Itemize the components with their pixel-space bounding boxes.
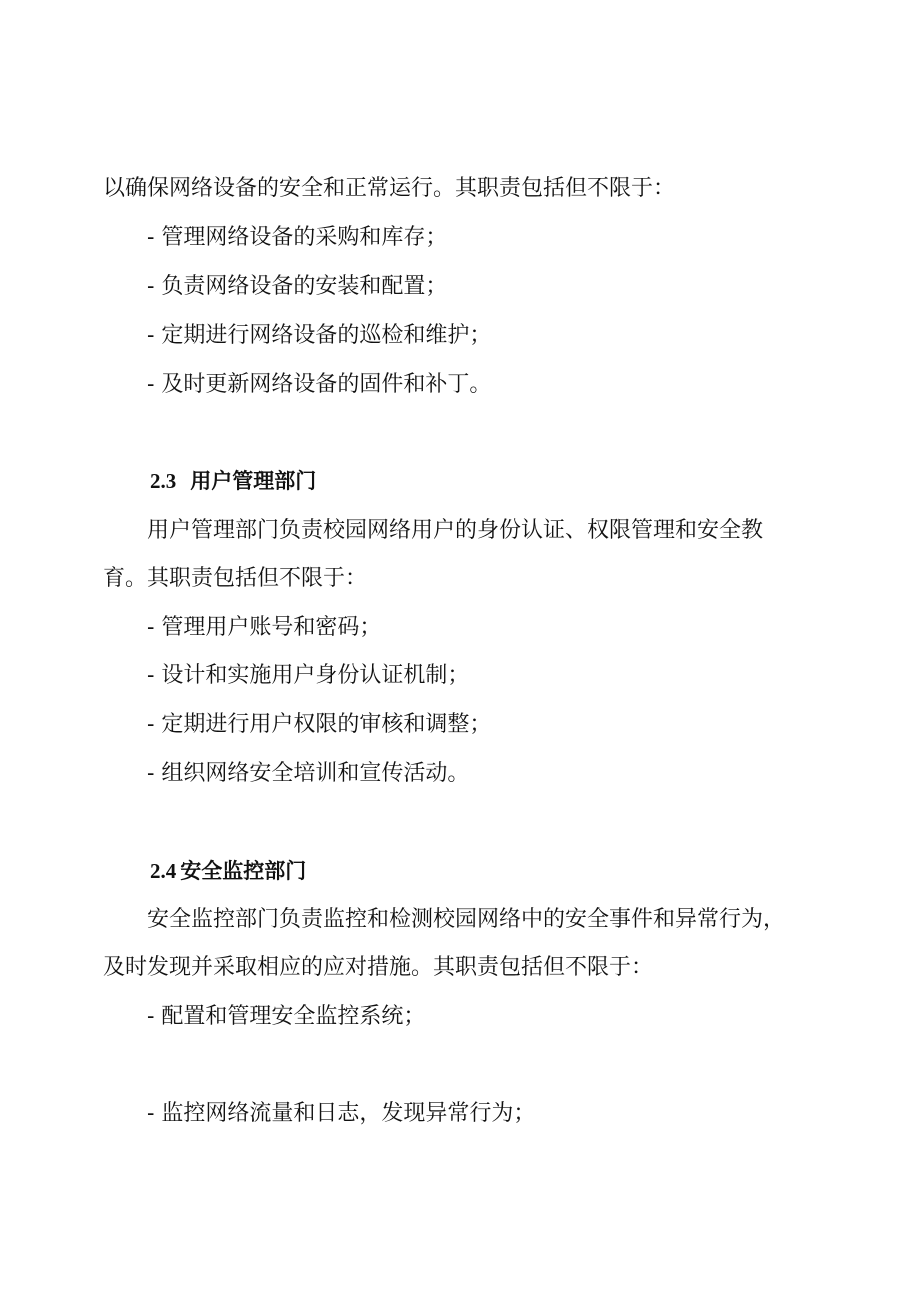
list-item: - 监控网络流量和日志，发现异常行为； xyxy=(147,1101,536,1126)
paragraph-line: 用户管理部门负责校园网络用户的身份认证、权限管理和安全教 xyxy=(147,518,764,543)
paragraph-line: 育。其职责包括但不限于： xyxy=(103,566,368,591)
list-item: - 定期进行网络设备的巡检和维护； xyxy=(147,323,492,348)
paragraph-line: 以确保网络设备的安全和正常运行。其职责包括但不限于： xyxy=(103,176,676,201)
section-heading xyxy=(150,466,316,496)
list-item: - 配置和管理安全监控系统； xyxy=(147,1004,426,1029)
list-item: - 设计和实施用户身份认证机制； xyxy=(147,663,470,688)
section-title: 用户管理部门 xyxy=(190,469,317,493)
section-heading xyxy=(150,856,306,886)
list-item: - 负责网络设备的安装和配置； xyxy=(147,274,448,299)
list-item: - 及时更新网络设备的固件和补丁。 xyxy=(147,372,492,397)
list-item: - 管理网络设备的采购和库存； xyxy=(147,225,448,250)
section-number: 2.3 xyxy=(150,469,177,493)
section-number: 2.4 xyxy=(150,859,177,883)
section-title: 安全监控部门 xyxy=(180,859,307,883)
paragraph-line: 及时发现并采取相应的应对措施。其职责包括但不限于： xyxy=(103,955,654,980)
list-item: - 定期进行用户权限的审核和调整； xyxy=(147,712,492,737)
list-item: - 组织网络安全培训和宣传活动。 xyxy=(147,761,470,786)
list-item: - 管理用户账号和密码； xyxy=(147,615,382,640)
paragraph-line: 安全监控部门负责监控和检测校园网络中的安全事件和异常行为， xyxy=(147,907,786,932)
